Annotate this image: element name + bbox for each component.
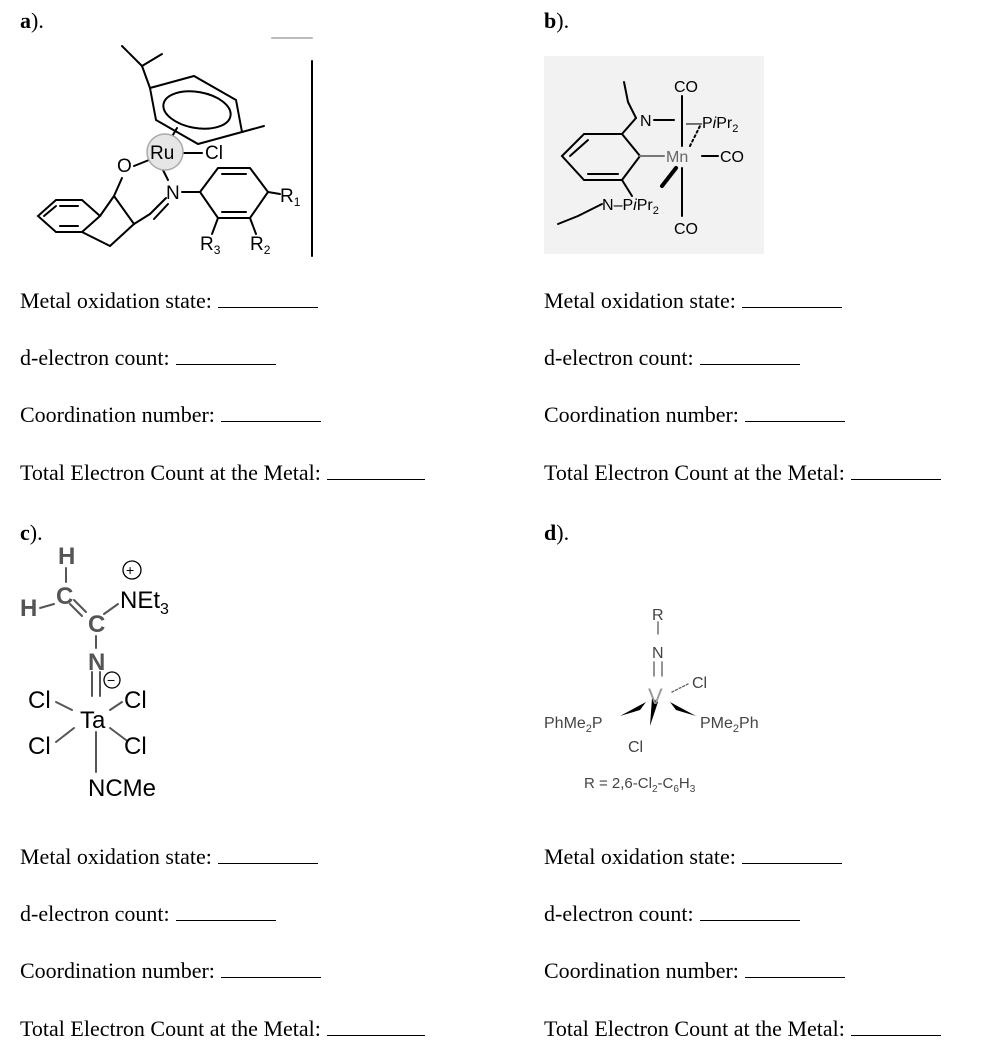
atom-n: N: [88, 649, 106, 676]
atom-ru: Ru: [150, 143, 175, 164]
answer-blank-total-c[interactable]: [327, 1017, 425, 1036]
atom-r1: $R_1$: [280, 186, 301, 209]
atom-n-top: N: [640, 113, 652, 130]
answer-blank-coordination-a[interactable]: [221, 403, 321, 422]
atom-ta: Ta: [80, 707, 106, 734]
question-oxidation-c: Metal oxidation state:: [20, 844, 318, 870]
question-coordination-d: Coordination number:: [544, 958, 845, 984]
structure-a: [22, 36, 322, 258]
atom-cl-bottom: Cl: [628, 739, 644, 756]
panel-label-b: b).: [544, 8, 570, 33]
atom-n: N: [166, 183, 180, 204]
structure-d: [540, 596, 800, 800]
panel-label-d: d).: [544, 520, 570, 545]
answer-blank-oxidation-c[interactable]: [218, 845, 318, 864]
question-coordination-c: Coordination number:: [20, 958, 321, 984]
answer-blank-oxidation-d[interactable]: [742, 845, 842, 864]
answer-blank-coordination-d[interactable]: [745, 959, 845, 978]
question-total-d: Total Electron Count at the Metal:: [544, 1016, 941, 1042]
atom-c2: C: [88, 611, 106, 638]
plus-charge: +: [126, 562, 135, 578]
structure-b: [544, 56, 764, 254]
atom-v: V: [648, 684, 663, 709]
atom-net3: NEt$_3$: [120, 587, 169, 618]
answer-blank-total-d[interactable]: [851, 1017, 941, 1036]
answer-blank-total-b[interactable]: [851, 461, 941, 480]
atom-co-right: CO: [720, 149, 744, 166]
panel-label-c: c).: [20, 520, 43, 545]
question-oxidation-d: Metal oxidation state:: [544, 844, 842, 870]
answer-blank-delectron-c[interactable]: [176, 902, 276, 921]
question-delectron-d: d-electron count:: [544, 901, 800, 927]
atom-n-bottom: N–PiPr$_2$: [602, 197, 659, 217]
atom-mn: Mn: [666, 149, 689, 166]
ligand-pme2ph-right: PMe$_2$Ph: [700, 715, 759, 735]
answer-blank-delectron-d[interactable]: [700, 902, 800, 921]
atom-c1: C: [56, 583, 74, 610]
answer-blank-total-a[interactable]: [327, 461, 425, 480]
atom-co-top: CO: [674, 79, 698, 96]
r-definition: $R = 2,6-Cl_2-C_6H_3$: [584, 775, 696, 795]
atom-r2: $R_2$: [250, 234, 271, 257]
atom-cl-1: Cl: [28, 687, 51, 714]
atom-cl-2: Cl: [124, 687, 147, 714]
atom-ncme: NCMe: [88, 775, 157, 802]
atom-o: O: [117, 156, 132, 177]
atom-r3: $R_3$: [200, 234, 221, 257]
question-delectron-c: d-electron count:: [20, 901, 276, 927]
question-total-c: Total Electron Count at the Metal:: [20, 1016, 425, 1042]
atom-h-left: H: [20, 595, 38, 622]
atom-cl: Cl: [205, 143, 223, 164]
ligand-pme2ph-left: PhMe$_2$P: [544, 715, 603, 735]
atom-r: R: [652, 607, 664, 624]
minus-charge: −: [107, 672, 116, 688]
question-oxidation-b: Metal oxidation state:: [544, 288, 842, 314]
question-oxidation-a: Metal oxidation state:: [20, 288, 318, 314]
answer-blank-oxidation-a[interactable]: [218, 289, 318, 308]
atom-co-bottom: CO: [674, 221, 698, 238]
structure-c: [18, 540, 218, 808]
panel-label-a: a).: [20, 8, 44, 33]
atom-n: N: [652, 645, 664, 662]
answer-blank-coordination-b[interactable]: [745, 403, 845, 422]
answer-blank-oxidation-b[interactable]: [742, 289, 842, 308]
atom-pipr-top: —PiPr$_2$: [686, 115, 739, 135]
atom-cl-right: Cl: [692, 675, 708, 692]
question-total-a: Total Electron Count at the Metal:: [20, 460, 425, 486]
answer-blank-delectron-b[interactable]: [700, 346, 800, 365]
atom-cl-3: Cl: [28, 733, 51, 760]
question-total-b: Total Electron Count at the Metal:: [544, 460, 941, 486]
atom-h-top: H: [58, 543, 76, 570]
answer-blank-coordination-c[interactable]: [221, 959, 321, 978]
question-coordination-b: Coordination number:: [544, 402, 845, 428]
question-delectron-b: d-electron count:: [544, 345, 800, 371]
answer-blank-delectron-a[interactable]: [176, 346, 276, 365]
question-delectron-a: d-electron count:: [20, 345, 276, 371]
atom-cl-4: Cl: [124, 733, 147, 760]
question-coordination-a: Coordination number:: [20, 402, 321, 428]
